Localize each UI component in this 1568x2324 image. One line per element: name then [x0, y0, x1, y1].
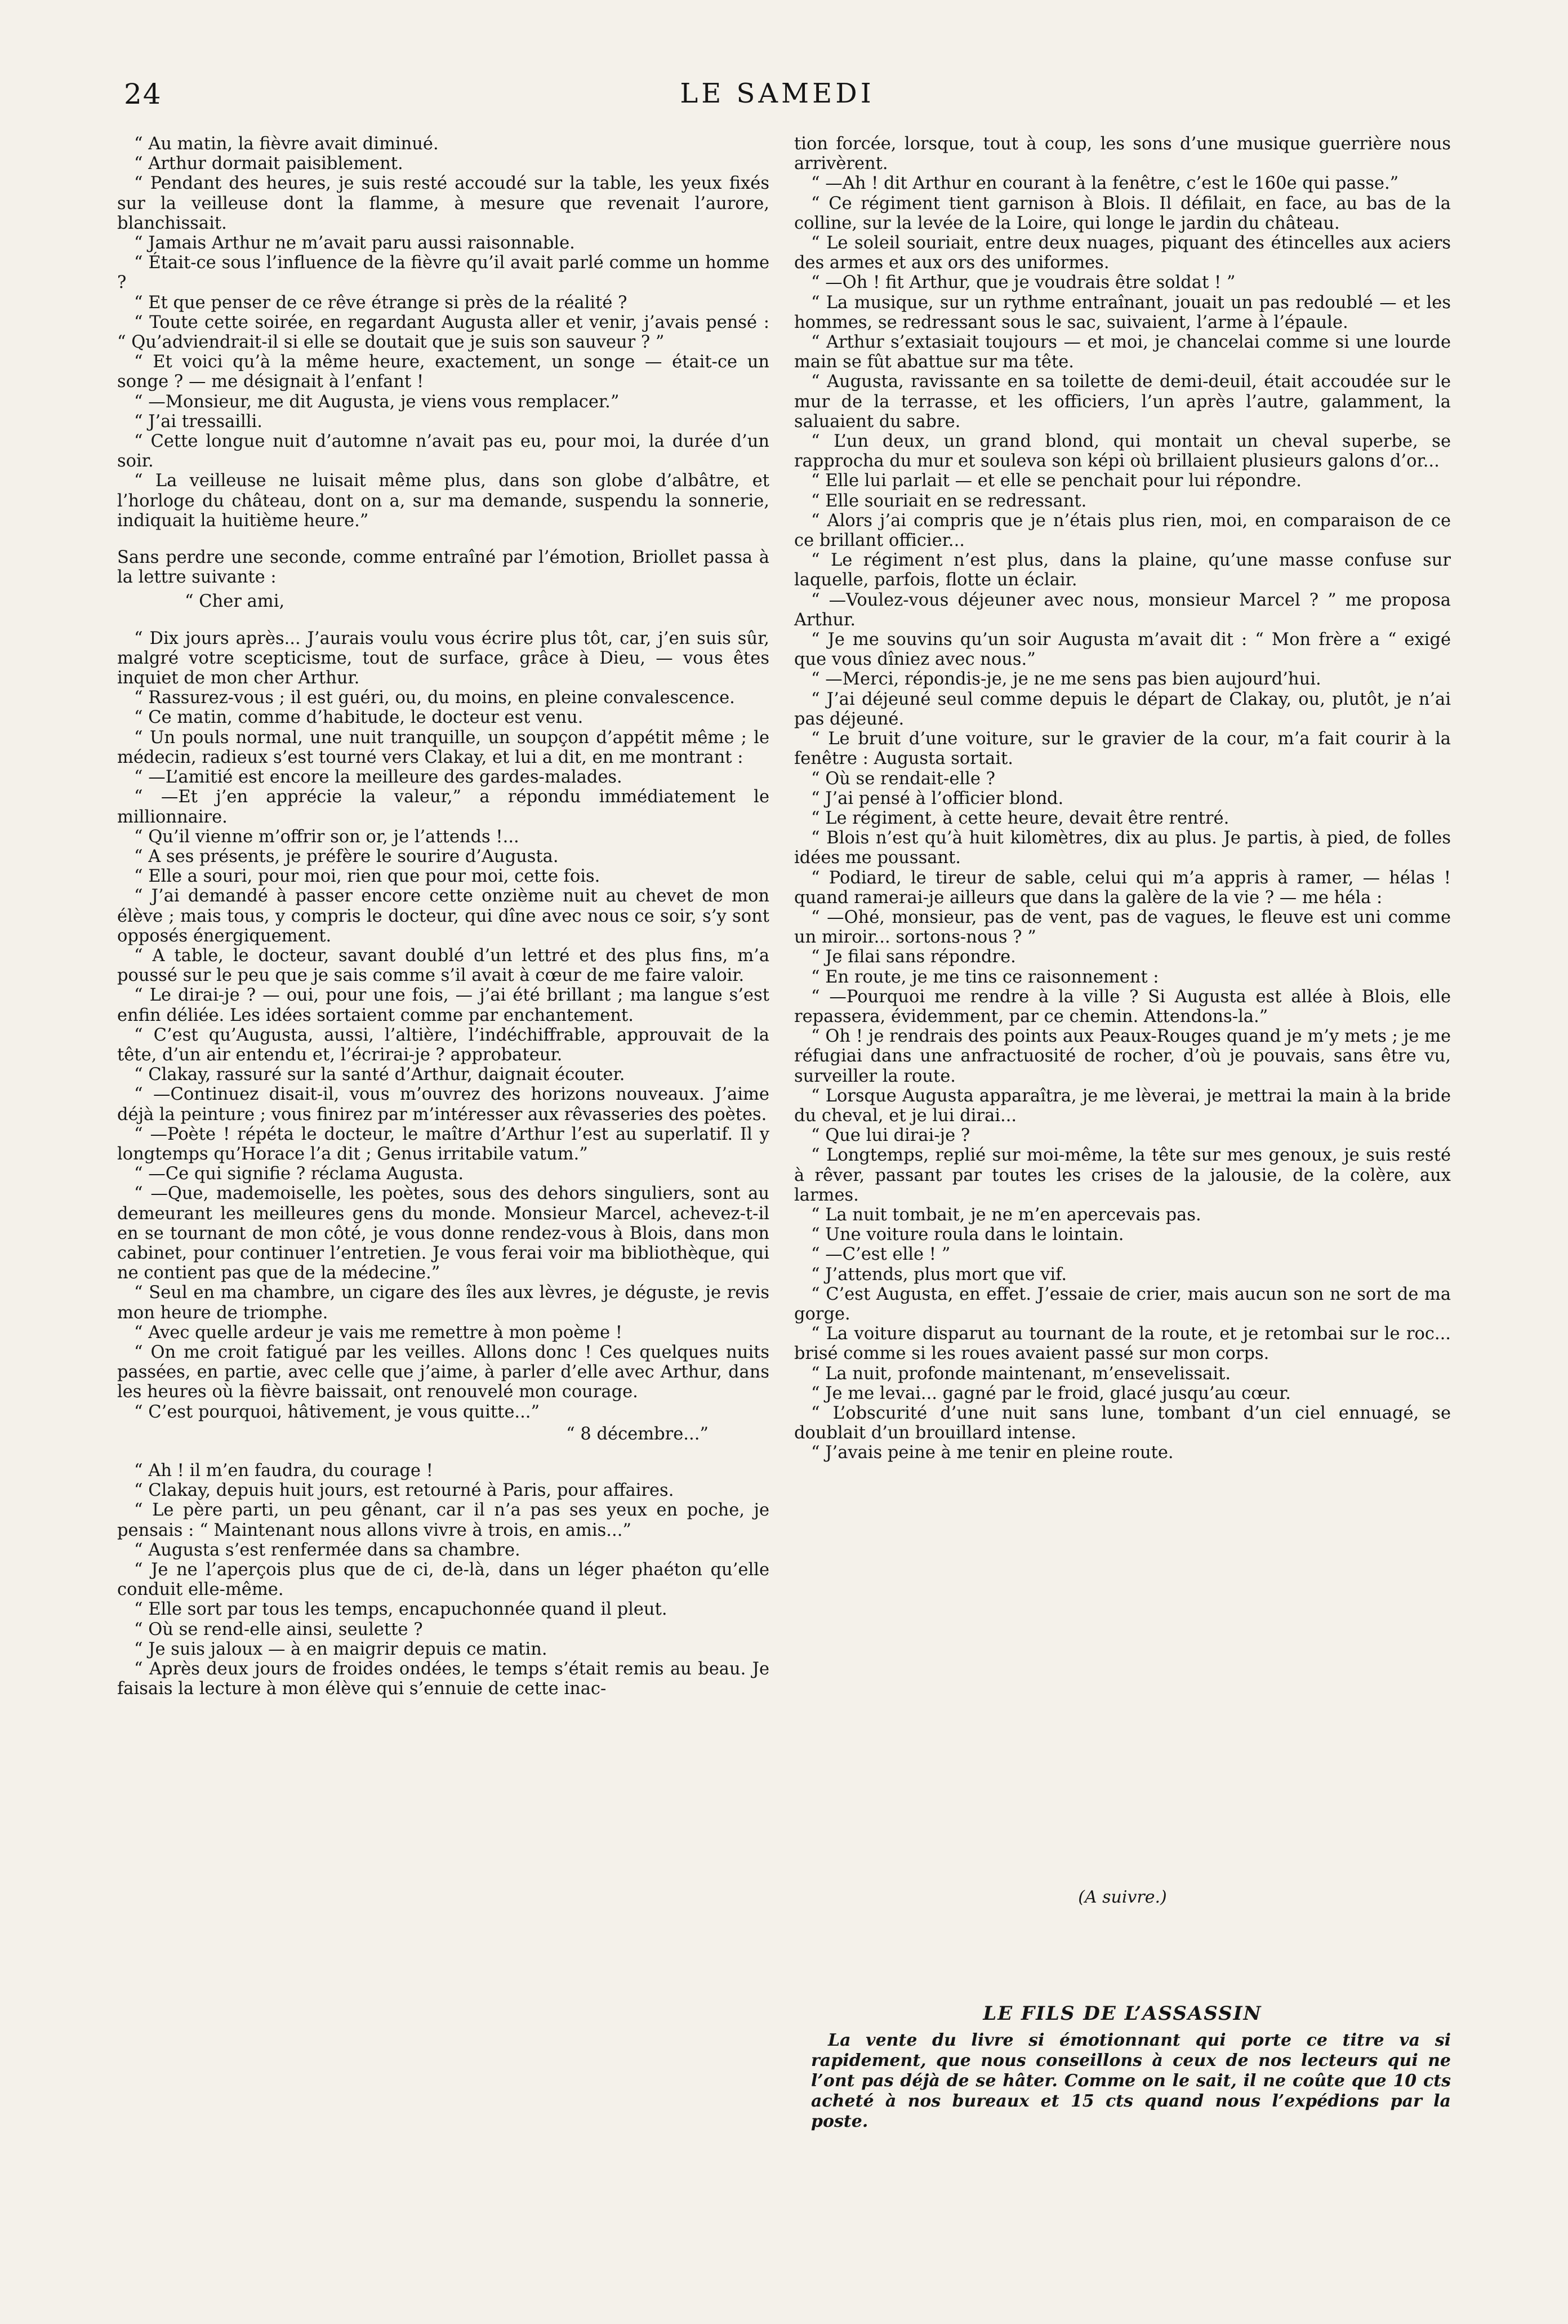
paragraph: “ Ce matin, comme d’habitude, le docteur est venu. [134, 708, 583, 728]
paragraph: “ J’ai déjeuné seul comme depuis le départ de Clakay, ou, plutôt, je n’ai pas déjeuné. [794, 689, 1451, 729]
paragraph: “ Alors j’ai compris que je n’étais plus rien, moi, en comparaison de ce ce brillant officier... [794, 510, 1451, 551]
paragraph: “ L’obscurité d’une nuit sans lune, tombant d’un ciel ennuagé, se doublait d’un brouillard intense. [794, 1403, 1451, 1443]
paragraph: “ Après deux jours de froides ondées, le temps s’était remis au beau. Je faisais la lecture à mon élève qui s’ennuie de cette inac- [117, 1659, 769, 1699]
left-column [117, 134, 769, 1699]
paragraph: “ Jamais Arthur ne m’avait paru aussi raisonnable. [134, 233, 575, 254]
paragraph: “ —Pourquoi me rendre à la ville ? Si Augusta est allée à Blois, elle repassera, évidemment, par ce chemin. Attendons-la.” [794, 987, 1451, 1027]
paragraph: “ Et que penser de ce rêve étrange si près de la réalité ? [134, 292, 627, 313]
paragraph: “ J’avais peine à me tenir en pleine route. [811, 1443, 1174, 1463]
paragraph: “ —Voulez-vous déjeuner avec nous, monsieur Marcel ? ” me proposa Arthur. [794, 590, 1451, 630]
paragraph: “ Le père parti, un peu gênant, car il n’a pas ses yeux en poche, je pensais : “ Maintenant nous allons vivre à trois, en amis...” [117, 1500, 769, 1540]
paragraph: “ J’ai tressailli. [134, 411, 262, 432]
letter-salutation: “ Cher ami, [185, 592, 285, 612]
paragraph: “ Toute cette soirée, en regardant Augusta aller et venir, j’avais pensé : “ Qu’adviendrait-il si elle se doutait que je suis son sauveur ? ” [117, 312, 769, 353]
paragraph: “ —Monsieur, me dit Augusta, je viens vous remplacer.” [134, 392, 620, 412]
paragraph: “ Dix jours après... J’aurais voulu vous écrire plus tôt, car, j’en suis sûr, malgré votre scepticisme, tout de surface, grâce à Dieu, — vous êtes inquiet de mon cher Arthur. [117, 628, 769, 688]
paragraph: “ Pendant des heures, je suis resté accoudé sur la table, les yeux fixés sur la veilleuse dont la flamme, à mesure que revenait l’aurore, blanchissait. [117, 174, 769, 233]
paragraph: “ —Continuez disait-il, vous m’ouvrez des horizons nouveaux. J’aime déjà la peinture ; vous finirez par m’intéresser aux rêvasseries des poètes. [117, 1085, 769, 1125]
left-column-opening [117, 134, 769, 531]
paragraph: “ La veilleuse ne luisait même plus, dans son globe d’albâtre, et l’horloge du château, dont on a, sur ma demande, suspendu la sonnerie, indiquait la huitième heure.” [117, 471, 769, 531]
paragraph: tion forcée, lorsque, tout à coup, les sons d’une musique guerrière nous arrivèrent. [794, 134, 1451, 174]
paragraph: “ C’est qu’Augusta, aussi, l’altière, l’indéchiffrable, approuvait de la tête, d’un air entendu et, l’écrirai-je ? approbateur. [117, 1025, 769, 1065]
to-be-continued: (A suivre.) [1078, 1887, 1167, 1907]
running-title: LE SAMEDI [680, 78, 875, 109]
paragraph: “ Et voici qu’à la même heure, exactement, un songe — était-ce un songe ? — me désignait à l’enfant ! [117, 352, 769, 392]
paragraph: “ L’un deux, un grand blond, qui montait un cheval superbe, se rapprocha du mur et souleva son képi où brillaient plusieurs galons d’or... [794, 432, 1451, 472]
paragraph: “ —Oh ! fit Arthur, que je voudrais être soldat ! ” [811, 273, 1236, 293]
page-header [124, 78, 1431, 117]
paragraph: “ Oh ! je rendrais des points aux Peaux-Rouges quand je m’y mets ; je me réfugiai dans une anfractuosité de rocher, d’où je pouvais, sans être vu, surveiller la route. [794, 1027, 1451, 1086]
letter-date: “ 8 décembre...” [566, 1424, 709, 1444]
paragraph: “ —Merci, répondis-je, je ne me sens pas bien aujourd’hui. [811, 669, 1321, 690]
paragraph: “ C’est Augusta, en effet. J’essaie de crier, mais aucun son ne sort de ma gorge. [794, 1284, 1451, 1324]
paragraph: “ Je filai sans répondre. [811, 947, 1016, 967]
paragraph: “ La nuit, profonde maintenant, m’ensevelissait. [811, 1363, 1231, 1384]
paragraph: “ La musique, sur un rythme entraînant, jouait un pas redoublé — et les hommes, se redressant sous le sac, suivaient, l’arme à l’épaule. [794, 292, 1451, 332]
paragraph: “ Qu’il vienne m’offrir son or, je l’attends !... [134, 826, 519, 847]
paragraph: “ Le régiment n’est plus, dans la plaine, qu’une masse confuse sur laquelle, parfois, flotte un éclair. [794, 550, 1451, 590]
paragraph: “ Podiard, le tireur de sable, celui qui m’a appris à ramer, — hélas ! quand ramerai-je ailleurs que dans la galère de la vie ? — me héla : [794, 868, 1451, 908]
paragraph: “ A ses présents, je préfère le sourire d’Augusta. [134, 846, 559, 866]
paragraph: “ Elle souriait en se redressant. [811, 491, 1087, 511]
paragraph: “ Cette longue nuit d’automne n’avait pas eu, pour moi, la durée d’un soir. [117, 432, 769, 472]
paragraph: “ —L’amitié est encore la meilleure des gardes-malades. [134, 767, 622, 788]
paragraph: “ J’ai pensé à l’officier blond. [811, 788, 1064, 808]
transition-paragraph: Sans perdre une seconde, comme entraîné par l’émotion, Briollet passa à la lettre suivante : [117, 548, 769, 588]
paragraph: “ Clakay, rassuré sur la santé d’Arthur, daignait écouter. [134, 1065, 625, 1085]
paragraph: “ —Que, mademoiselle, les poètes, sous des dehors singuliers, sont au demeurant les meilleures gens du monde. Monsieur Marcel, achevez-t-il en se tournant de mon côté, je vous donne rendez-vous à Blois, dans mon cabinet, pour continuer l’entretien. Je vous ferai voir ma bibliothèque, qui ne contient pas que de la médecine.” [117, 1184, 769, 1283]
paragraph: “ Longtemps, replié sur moi-même, la tête sur mes genoux, je suis resté à rêver, passant par toutes les crises de la jalousie, de la colère, aux larmes. [794, 1145, 1451, 1205]
paragraph: “ Je suis jaloux — à en maigrir depuis ce matin. [134, 1639, 547, 1659]
paragraph: “ Elle a souri, pour moi, rien que pour moi, cette fois. [134, 866, 600, 887]
paragraph: “ Un pouls normal, une nuit tranquille, un soupçon d’appétit même ; le médecin, radieux s’est tourné vers Clakay, et lui a dit, en me montrant : [117, 727, 769, 767]
paragraph: “ Arthur dormait paisiblement. [134, 154, 403, 174]
paragraph: “ Arthur s’extasiait toujours — et moi, je chancelai comme si une lourde main se fût abattue sur ma tête. [794, 332, 1451, 372]
paragraph: “ La nuit tombait, je ne m’en apercevais pas. [811, 1205, 1201, 1225]
paragraph: “ Seul en ma chambre, un cigare des îles aux lèvres, je déguste, je revis mon heure de triomphe. [117, 1283, 769, 1323]
paragraph: “ Ce régiment tient garnison à Blois. Il défilait, en face, au bas de la colline, sur la levée de la Loire, qui longe le jardin du château. [794, 193, 1451, 233]
paragraph: “ Ah ! il m’en faudra, du courage ! [134, 1461, 433, 1481]
paragraph: “ Le dirai-je ? — oui, pour une fois, — j’ai été brillant ; ma langue s’est enfin déliée. Les idées sortaient comme par enchantement. [117, 985, 769, 1025]
paragraph: “ C’est pourquoi, hâtivement, je vous quitte...” [134, 1402, 540, 1422]
paragraph: “ Rassurez-vous ; il est guéri, ou, du moins, en pleine convalescence. [134, 688, 735, 708]
paragraph: “ Avec quelle ardeur je vais me remettre à mon poème ! [134, 1322, 623, 1343]
paragraph: “ En route, je me tins ce raisonnement : [811, 967, 1159, 987]
paragraph: “ Était-ce sous l’influence de la fièvre qu’il avait parlé comme un homme ? [117, 253, 769, 293]
paragraph: “ Où se rendait-elle ? [811, 768, 995, 789]
paragraph: “ Elle lui parlait — et elle se penchait pour lui répondre. [811, 471, 1302, 491]
paragraph: “ A table, le docteur, savant doublé d’un lettré et des plus fins, m’a poussé sur le peu que je sais comme s’il avait à cœur de me faire valoir. [117, 945, 769, 986]
paragraph: “ —Et j’en apprécie la valeur,” a répondu immédiatement le millionnaire. [117, 787, 769, 827]
paragraph: “ —Ce qui signifie ? réclama Augusta. [134, 1164, 464, 1184]
paragraph: “ —C’est elle ! ” [811, 1245, 951, 1265]
paragraph: “ Que lui dirai-je ? [811, 1126, 970, 1146]
paragraph: “ Je me levai... gagné par le froid, glacé jusqu’au cœur. [811, 1383, 1291, 1403]
paragraph: “ Je me souvins qu’un soir Augusta m’avait dit : “ Mon frère a “ exigé que vous dîniez avec nous.” [794, 630, 1451, 670]
right-column [794, 134, 1451, 1463]
paragraph: “ Augusta, ravissante en sa toilette de demi-deuil, était accoudée sur le mur de la terrasse, et les officiers, l’un après l’autre, galamment, la saluaient du sabre. [794, 372, 1451, 432]
paragraph: “ Clakay, depuis huit jours, est retourné à Paris, pour affaires. [134, 1481, 674, 1501]
left-column-closing [117, 1461, 769, 1699]
paragraph: “ Le régiment, à cette heure, devait être rentré. [811, 808, 1230, 828]
notice-body: La vente du livre si émotionnant qui porte ce titre va si rapidement, que nous conseillons à ceux de nos lecteurs qui ne l’ont pas déjà de se hâter. Comme on le sait, il ne coûte que 10 cts acheté à nos bureaux et 15 cts quand nous l’expédions par la poste. [811, 2030, 1451, 2131]
paragraph: “ —Poète ! répéta le docteur, le maître d’Arthur l’est au superlatif. Il y longtemps qu’Horace l’a dit ; Genus irritabile vatum.” [117, 1124, 769, 1164]
paragraph: “ Augusta s’est renfermée dans sa chambre. [134, 1540, 520, 1560]
paragraph: “ —Ohé, monsieur, pas de vent, pas de vagues, le fleuve est uni comme un miroir... sortons-nous ? ” [794, 907, 1451, 948]
paragraph: “ Lorsque Augusta apparaîtra, je me lèverai, je mettrai la main à la bride du cheval, et je lui dirai... [794, 1086, 1451, 1126]
paragraph: “ J’ai demandé à passer encore cette onzième nuit au chevet de mon élève ; mais tous, y compris le docteur, qui dîne avec nous ce soir, s’y sont opposés énergiquement. [117, 886, 769, 946]
paragraph: “ —Ah ! dit Arthur en courant à la fenêtre, c’est le 160e qui passe.” [811, 174, 1399, 194]
paragraph: “ J’attends, plus mort que vif. [811, 1264, 1067, 1285]
paragraph: “ La voiture disparut au tournant de la route, et je retombai sur le roc... brisé comme si les roues avaient passé sur mon corps. [794, 1324, 1451, 1364]
notice-title: LE FILS DE L’ASSASSIN [983, 2002, 1262, 2025]
letter-body [117, 629, 769, 1422]
paragraph: “ Le bruit d’une voiture, sur le gravier de la cour, m’a fait courir à la fenêtre : Augusta sortait. [794, 729, 1451, 769]
right-column-text [794, 134, 1451, 1463]
paragraph: “ On me croit fatigué par les veilles. Allons donc ! Ces quelques nuits passées, en partie, avec celle que j’aime, à parler d’elle avec Arthur, dans les heures où la fièvre baissait, ont renouvelé mon courage. [117, 1342, 769, 1402]
paragraph: “ Blois n’est qu’à huit kilomètres, dix au plus. Je partis, à pied, de folles idées me poussant. [794, 828, 1451, 868]
paragraph: “ Au matin, la fièvre avait diminué. [134, 134, 439, 154]
page-number: 24 [124, 78, 162, 110]
paragraph: “ Une voiture roula dans le lointain. [811, 1225, 1124, 1245]
paragraph: “ Je ne l’aperçois plus que de ci, de-là, dans un léger phaéton qu’elle conduit elle-même. [117, 1560, 769, 1600]
paragraph: “ Elle sort par tous les temps, encapuchonnée quand il pleut. [134, 1599, 667, 1620]
paragraph: “ Le soleil souriait, entre deux nuages, piquant des étincelles aux aciers des armes et aux ors des uniformes. [794, 233, 1451, 273]
paragraph: “ Où se rend-elle ainsi, seulette ? [134, 1619, 423, 1639]
